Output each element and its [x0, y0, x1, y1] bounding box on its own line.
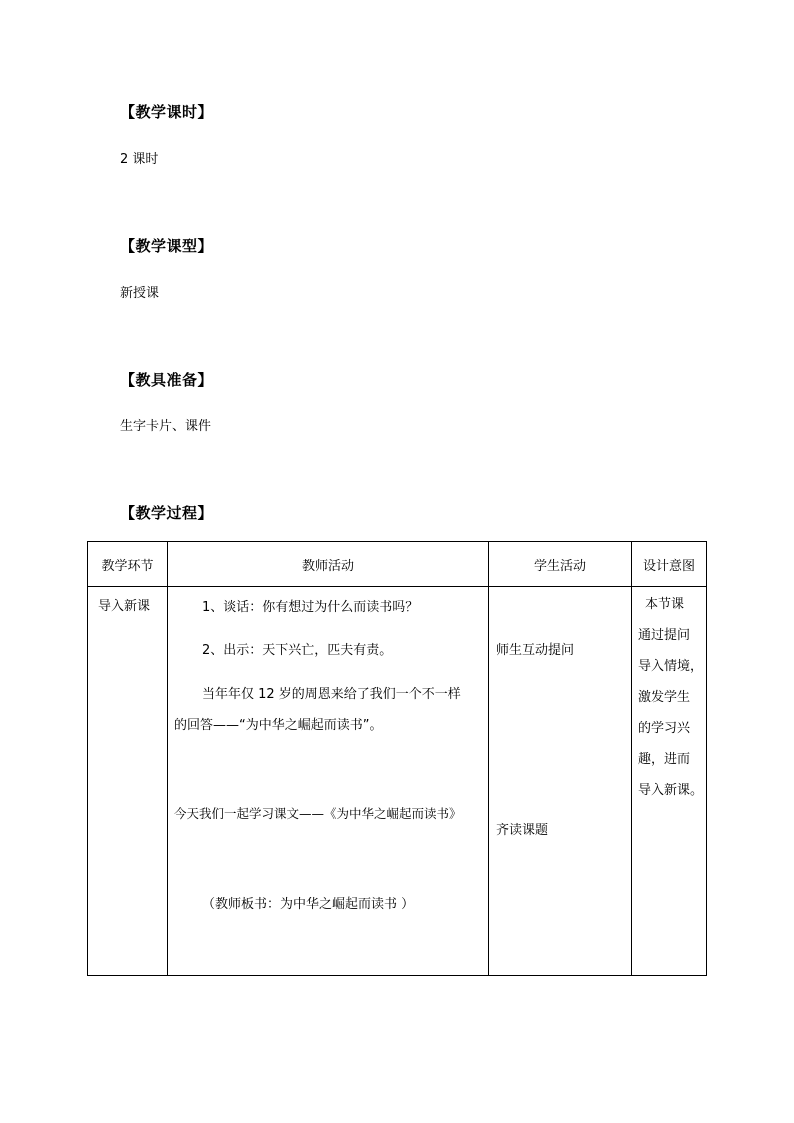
prep-value: 生字卡片、课件: [120, 419, 212, 434]
teacher-line-6: （教师板书：为中华之崛起而读书 ）: [202, 897, 415, 912]
prep-heading: 【教具准备】: [120, 371, 214, 389]
intent-line-4: 激发学生: [638, 690, 691, 705]
lesson-table: [87, 541, 707, 976]
header-design-intent: 设计意图: [632, 542, 707, 587]
student-line-2: 齐读课题: [496, 823, 549, 838]
teacher-line-3: 当年年仅 12 岁的周恩来给了我们一个不一样: [202, 687, 461, 702]
process-heading: 【教学过程】: [120, 504, 214, 522]
intent-line-3: 导入情境，: [638, 659, 704, 674]
header-teacher-activity: 教师活动: [168, 542, 489, 587]
type-heading: 【教学课型】: [120, 237, 214, 255]
design-intent-cell: [632, 587, 707, 976]
stage-cell: [88, 587, 168, 976]
type-value: 新授课: [120, 286, 160, 301]
intent-line-2: 通过提问: [638, 628, 691, 643]
intent-line-1: 本节课: [645, 597, 685, 612]
stage-label: 导入新课: [98, 599, 151, 614]
table-header-row: [88, 542, 707, 587]
teacher-line-4: 的回答——“为中华之崛起而读书”。: [174, 718, 383, 733]
intent-line-7: 导入新课。: [638, 783, 704, 798]
teacher-line-2: 2、出示：天下兴亡，匹夫有责。: [202, 643, 393, 658]
intent-line-5: 的学习兴: [638, 721, 691, 736]
header-student-activity: 学生活动: [489, 542, 632, 587]
student-activity-cell: [489, 587, 632, 976]
teacher-activity-cell: [168, 587, 489, 976]
period-value: 2 课时: [120, 152, 159, 167]
student-line-1: 师生互动提问: [496, 643, 575, 658]
period-heading: 【教学课时】: [120, 103, 214, 121]
teacher-line-5: 今天我们一起学习课文——《为中华之崛起而读书》: [174, 806, 462, 821]
table-row: [88, 587, 707, 976]
teacher-line-1: 1、谈话：你有想过为什么而读书吗？: [202, 600, 419, 615]
header-stage: 教学环节: [88, 542, 168, 587]
intent-line-6: 趣，进而: [638, 752, 691, 767]
